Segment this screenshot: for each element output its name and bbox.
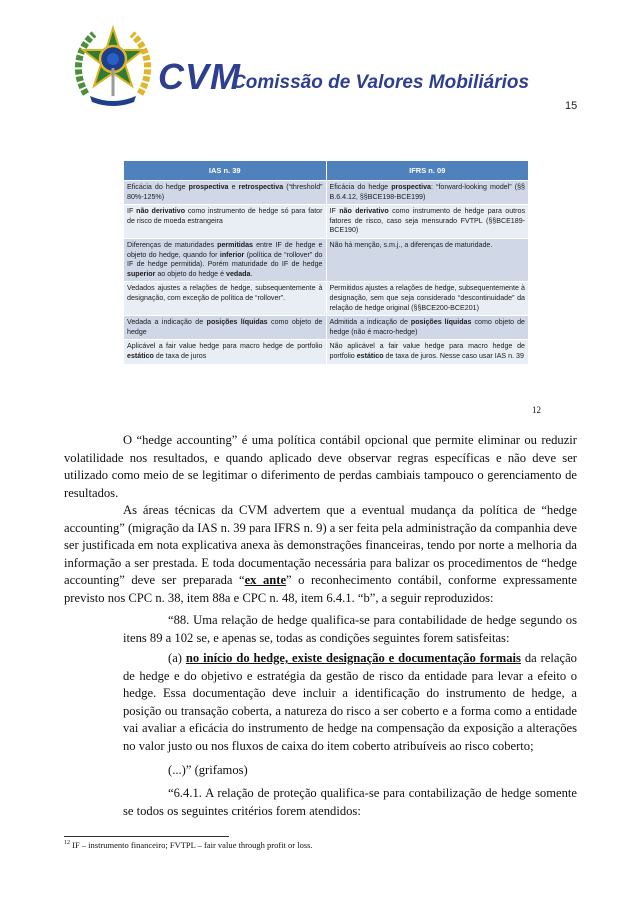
table-row bbox=[124, 238, 529, 281]
cell-ias39 bbox=[124, 205, 327, 239]
cell-text: de taxa de juros bbox=[153, 351, 207, 360]
cell-text: como instrumento de hedge só para fator de risco de moeda estrangeira bbox=[127, 207, 323, 225]
table-row bbox=[124, 205, 529, 239]
cell-ias39 bbox=[124, 316, 327, 340]
cell-text: : “forward-looking model” (§§ B.6.4.12, §§BCE198-BCE199) bbox=[329, 183, 525, 201]
table-row bbox=[124, 282, 529, 316]
quote-88-text: “88. Uma relação de hedge qualifica-se para contabilidade de hedge segundo os itens 89 a 102 se, e apenas se, todas as condições seguintes forem satisfeitas: bbox=[123, 613, 577, 645]
quote-88a-emphasis: no início do hedge, existe designação e documentação formais bbox=[185, 651, 521, 665]
footnote-text: IF – instrumento financeiro; FVTPL – fair value through profit or loss. bbox=[72, 840, 313, 850]
cell-text-bold: não derivativo bbox=[339, 207, 389, 216]
cell-text: Não aplicável a fair value hedge para macro hedge de portfolio bbox=[329, 342, 525, 360]
cell-text: Permitidos ajustes a relações de hedge, subsequentemente à designação, sem que seja considerado “descontinuidade” da relação de hedge original (§§BCE200-BCE201) bbox=[329, 284, 525, 312]
quote-641 bbox=[123, 785, 577, 820]
cell-text-bold: não derivativo bbox=[136, 207, 186, 216]
quote-88a bbox=[123, 650, 577, 756]
cell-ias39 bbox=[124, 282, 327, 316]
cell-text-bold: posições líquidas bbox=[206, 318, 268, 327]
cell-text: e bbox=[228, 183, 239, 191]
cell-text: de taxa de juros. Nesse caso usar IAS n. 39 bbox=[383, 351, 524, 360]
cell-text-bold: vedada bbox=[226, 269, 251, 278]
quote-641-text: “6.4.1. A relação de proteção qualifica-se para contabilização de hedge somente se todos os seguintes critérios forem atendidos: bbox=[123, 786, 577, 818]
cell-text-bold: prospectiva bbox=[391, 183, 432, 191]
cell-ifrs9 bbox=[326, 238, 529, 281]
cell-text-bold: superior bbox=[127, 269, 156, 278]
table-row bbox=[124, 316, 529, 340]
cell-text: Aplicável a fair value hedge para macro hedge de portfolio bbox=[127, 342, 323, 351]
paragraph-2-text-b: ” o reconhecimento contábil, conforme expressamente previsto nos CPC n. 38, item 88a e CPC n. 48, item 6.4.1. “b”, a seguir reproduzidos: bbox=[64, 573, 577, 605]
cell-ifrs9 bbox=[326, 181, 529, 205]
footnote-reference: 12 bbox=[532, 405, 541, 415]
ex-ante-emphasis: ex ante bbox=[244, 573, 287, 588]
comparison-table bbox=[123, 160, 529, 365]
cell-text-bold: retrospectiva bbox=[238, 183, 284, 191]
cell-ifrs9 bbox=[326, 205, 529, 239]
cell-text: IF bbox=[329, 207, 340, 216]
cell-text: ao objeto do hedge é bbox=[155, 269, 226, 278]
cell-text: Diferenças de maturidades bbox=[127, 240, 218, 249]
header-ias39: IAS n. 39 bbox=[124, 161, 327, 181]
cell-text: como instrumento de hedge para outros fatores de risco, caso seja mensurado FVTPL (§§BCE189-BCE190) bbox=[329, 207, 525, 235]
cell-text-bold: prospectiva bbox=[188, 183, 229, 191]
table-row bbox=[124, 340, 529, 364]
footnote-number: 12 bbox=[64, 840, 70, 847]
cell-ifrs9 bbox=[326, 340, 529, 364]
cell-text: Vedados ajustes a relações de hedge, subsequentemente à designação, com exceção de política de “rollover”. bbox=[127, 284, 323, 302]
cell-text: Não há menção, s.m.j., a diferenças de maturidade. bbox=[329, 240, 493, 249]
quote-88a-text-a: (a) bbox=[168, 651, 186, 665]
footnote-separator bbox=[64, 836, 229, 837]
paragraph-2 bbox=[64, 502, 577, 608]
cell-ias39 bbox=[124, 340, 327, 364]
footnote bbox=[64, 840, 313, 850]
table-header-row bbox=[124, 161, 529, 181]
cell-text: entre IF de hedge e objeto do hedge, quando for bbox=[127, 240, 323, 259]
cell-text: Eficácia do hedge bbox=[127, 183, 189, 191]
cell-ifrs9 bbox=[326, 316, 529, 340]
cell-text: IF bbox=[127, 207, 137, 216]
cell-text: Vedada a indicação de bbox=[127, 318, 207, 327]
cell-ias39 bbox=[124, 238, 327, 281]
paragraph-1-text: O “hedge accounting” é uma política contábil opcional que permite eliminar ou reduzir volatilidade nos resultados, e quando aplicado deve observar regras específicas e não deve ser utilizado como meio de se legitimar o diferimento de perdas cambiais tampouco o gerenciamento de resultados. bbox=[64, 433, 577, 500]
cell-text-bold: posições líquidas bbox=[410, 318, 472, 327]
quote-ellipsis-text: (...)” (grifamos) bbox=[168, 763, 248, 777]
paragraph-1 bbox=[64, 432, 577, 502]
cell-text: (política de “rollover” do IF de hedge permitida). Porém maturidade do IF de hedge bbox=[127, 250, 323, 269]
cvm-full-name: Comissão de Valores Mobiliários bbox=[232, 72, 530, 93]
cell-text: Admitida a indicação de bbox=[329, 318, 411, 327]
cell-ias39 bbox=[124, 181, 327, 205]
cell-text-bold: permitidas bbox=[217, 240, 253, 249]
cell-ifrs9 bbox=[326, 282, 529, 316]
quote-88a-text-b: da relação de hedge e do objetivo e estratégia da gestão de risco da entidade para levar a efeito o hedge. Essa documentação deve incluir a identificação do instrumento de hedge, a posição ou transação coberta, a natureza do risco a ser coberto e a forma como a entidade vai avaliar a eficácia do instrumento de hedge na compensação da exposição a alterações no valor justo ou nos fluxos de caixa do item coberto atribuíveis ao risco coberto; bbox=[123, 651, 577, 753]
cell-text: . bbox=[250, 269, 253, 278]
cell-text: (“threshold” 80%-125%) bbox=[127, 183, 323, 201]
cell-text: como objeto de hedge bbox=[127, 318, 323, 336]
cell-text: como objeto de hedge (não é macro-hedge) bbox=[329, 318, 526, 336]
page-number: 15 bbox=[565, 100, 578, 112]
header-ifrs9: IFRS n. 09 bbox=[326, 161, 529, 181]
quote-88 bbox=[123, 612, 577, 647]
cell-text-bold: estático bbox=[127, 351, 154, 360]
paragraph-2-text-a: As áreas técnicas da CVM advertem que a eventual mudança da política de “hedge accounting” (migração da IAS n. 39 para IFRS n. 9) a ser feita pela administração da companhia deve ser justificada em nota explicativa anexa às demonstrações financeiras, tendo por norte a melhoria da informação a ser prestada. E toda documentação necessária para balizar os procedimentos de “hedge accounting” deve ser preparada “ bbox=[64, 503, 578, 588]
cell-text-bold: estático bbox=[356, 351, 384, 360]
quote-ellipsis bbox=[123, 762, 577, 780]
cell-text: Eficácia do hedge bbox=[329, 183, 392, 191]
brasao-republica-logo bbox=[72, 22, 154, 108]
table-row bbox=[124, 181, 529, 205]
cvm-logo-text: CVM bbox=[158, 56, 241, 97]
cell-text-bold: inferior bbox=[219, 250, 245, 259]
